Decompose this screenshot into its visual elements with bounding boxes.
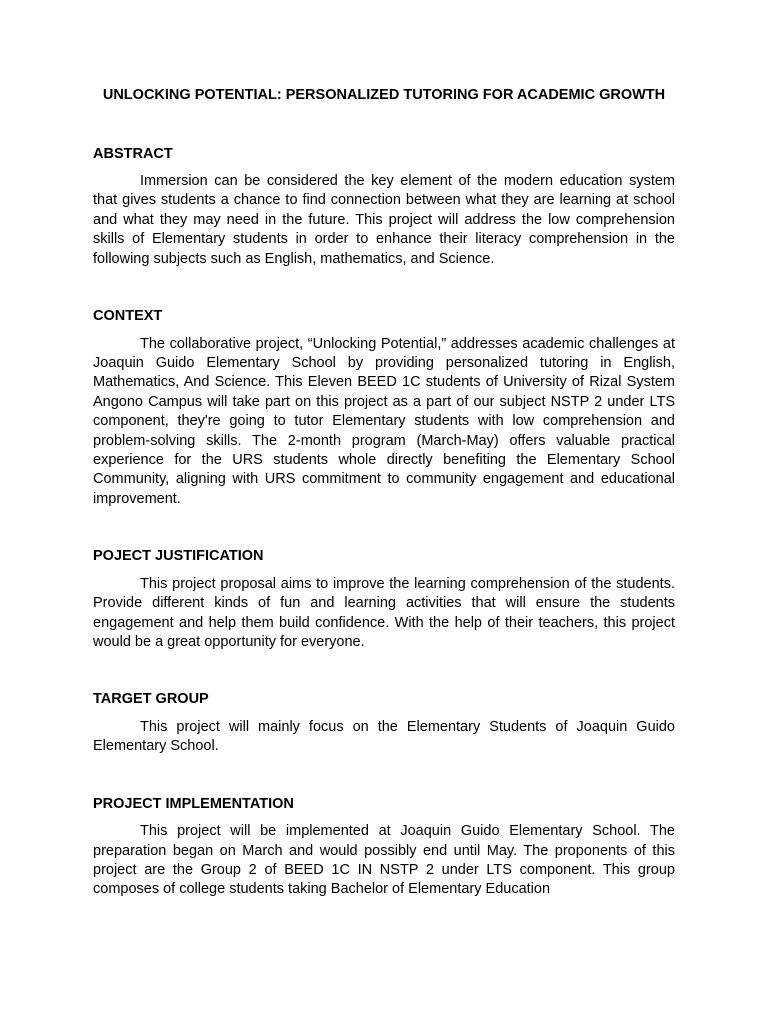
section-target-group <box>93 690 675 756</box>
section-body: Immersion can be considered the key element of the modern education system that gives students a chance to find connection between what they are learning at school and what they may need in the future. This project will address the low comprehension skills of Elementary students in order to enhance their literacy comprehension in the following subjects such as English, mathematics, and Science. <box>93 173 675 267</box>
section-body: This project will be implemented at Joaquin Guido Elementary School. The preparation began on March and would possibly end until May. The proponents of this project are the Group 2 of BEED 1C IN NSTP 2 under LTS component. This group composes of college students taking Bachelor of Elementary Education <box>93 823 675 898</box>
section-context <box>93 307 675 509</box>
section-body: The collaborative project, “Unlocking Potential,” addresses academic challenges at Joaquin Guido Elementary School by providing personalized tutoring in English, Mathematics, And Science. This Eleven BEED 1C students of University of Rizal System Angono Campus will take part on this project as a part of our subject NSTP 2 under LTS component, they're going to tutor Elementary students with low comprehension and problem-solving skills. The 2-month program (March-May) offers valuable practical experience for the URS students whole directly benefiting the Elementary School Community, aligning with URS commitment to community engagement and educational improvement. <box>93 335 675 507</box>
section-body: This project proposal aims to improve the learning comprehension of the students. Provide different kinds of fun and learning activities that will ensure the students engagement and help them build confidence. With the help of their teachers, this project would be a great opportunity for everyone. <box>93 575 675 650</box>
document-page <box>93 86 675 900</box>
section-heading: PROJECT IMPLEMENTATION <box>93 795 294 812</box>
section-project-implementation <box>93 795 675 900</box>
document-title: UNLOCKING POTENTIAL: PERSONALIZED TUTORING FOR ACADEMIC GROWTH <box>102 87 666 103</box>
section-heading: ABSTRACT <box>93 145 173 162</box>
section-heading: TARGET GROUP <box>93 691 209 708</box>
section-abstract <box>93 145 675 270</box>
section-body: This project will mainly focus on the Elementary Students of Joaquin Guido Elementary School. <box>93 718 675 755</box>
section-heading: CONTEXT <box>93 308 163 325</box>
section-heading: POJECT JUSTIFICATION <box>93 548 264 565</box>
section-project-justification <box>93 547 675 652</box>
